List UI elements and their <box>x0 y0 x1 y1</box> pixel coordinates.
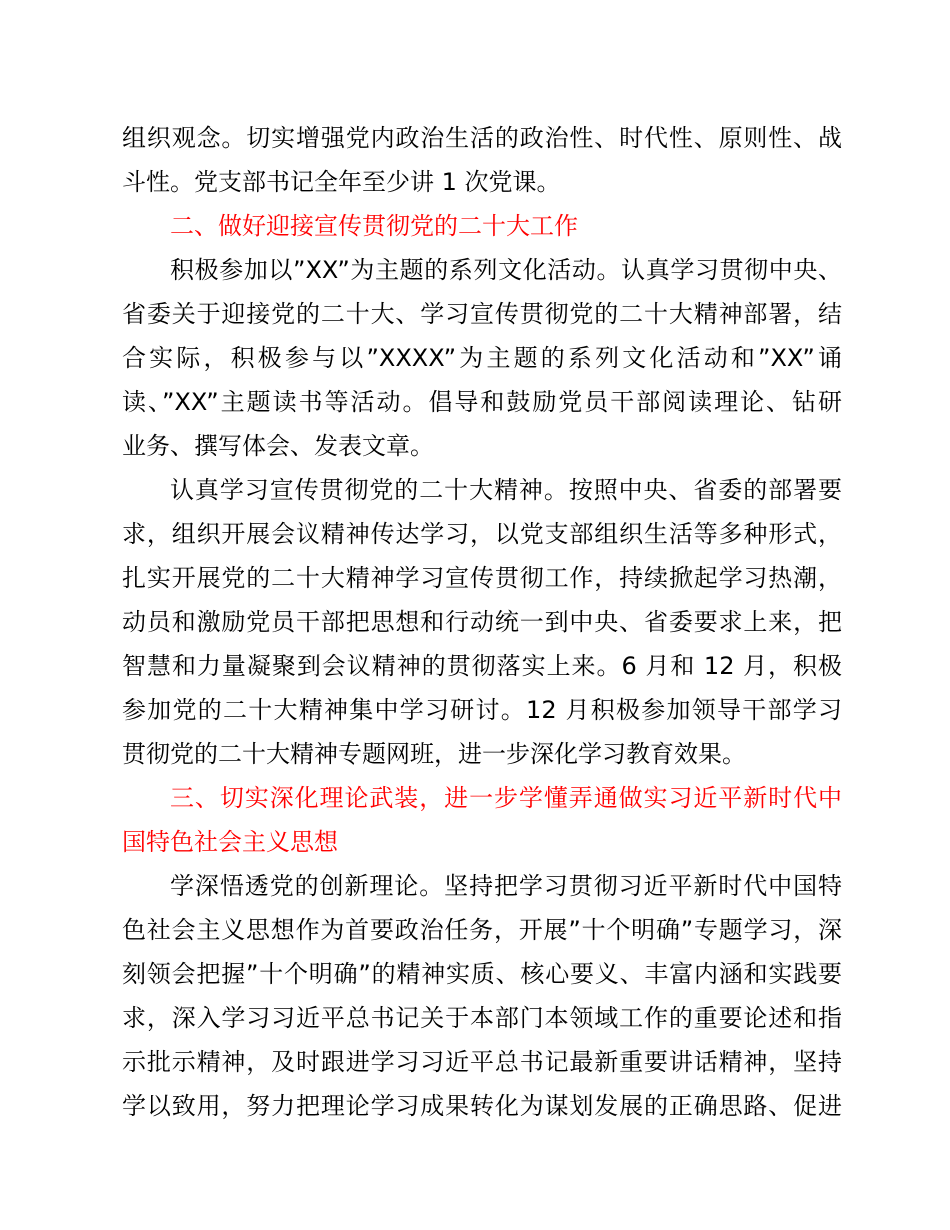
text-line: 示批示精神，及时跟进学习习近平总书记最新重要讲话精神，坚持 <box>122 1048 842 1076</box>
text-line: 参加党的二十大精神集中学习研讨。12 月积极参加领导干部学习 <box>122 696 842 724</box>
section-heading: 国特色社会主义思想 <box>122 828 338 856</box>
text-line: 读、”XX”主题读书等活动。倡导和鼓励党员干部阅读理论、钻研 <box>122 388 842 416</box>
text-line: 智慧和力量凝聚到会议精神的贯彻落实上来。6 月和 12 月，积极 <box>122 652 842 680</box>
text-line: 求，组织开展会议精神传达学习，以党支部组织生活等多种形式， <box>122 520 842 548</box>
text-line: 色社会主义思想作为首要政治任务，开展”十个明确”专题学习，深 <box>122 916 842 944</box>
section-heading: 三、切实深化理论武装，进一步学懂弄通做实习近平新时代中 <box>170 784 842 812</box>
text-line: 学以致用，努力把理论学习成果转化为谋划发展的正确思路、促进 <box>122 1092 842 1120</box>
text-line: 合实际，积极参与以”XXXX”为主题的系列文化活动和”XX”诵 <box>122 344 842 372</box>
text-line: 省委关于迎接党的二十大、学习宣传贯彻党的二十大精神部署，结 <box>122 300 842 328</box>
text-line: 认真学习宣传贯彻党的二十大精神。按照中央、省委的部署要 <box>170 476 842 504</box>
text-line: 组织观念。切实增强党内政治生活的政治性、时代性、原则性、战 <box>122 124 842 152</box>
text-line: 求，深入学习习近平总书记关于本部门本领域工作的重要论述和指 <box>122 1004 842 1032</box>
text-line: 业务、撰写体会、发表文章。 <box>122 432 434 460</box>
text-line: 学深悟透党的创新理论。坚持把学习贯彻习近平新时代中国特 <box>170 872 842 900</box>
text-line: 贯彻党的二十大精神专题网班，进一步深化学习教育效果。 <box>122 740 746 768</box>
section-heading: 二、做好迎接宣传贯彻党的二十大工作 <box>170 212 578 240</box>
text-line: 动员和激励党员干部把思想和行动统一到中央、省委要求上来，把 <box>122 608 842 636</box>
text-line: 刻领会把握”十个明确”的精神实质、核心要义、丰富内涵和实践要 <box>122 960 842 988</box>
text-line: 斗性。党支部书记全年至少讲 1 次党课。 <box>122 168 561 196</box>
text-line: 扎实开展党的二十大精神学习宣传贯彻工作，持续掀起学习热潮， <box>122 564 842 592</box>
text-line: 积极参加以”XX”为主题的系列文化活动。认真学习贯彻中央、 <box>170 256 842 284</box>
